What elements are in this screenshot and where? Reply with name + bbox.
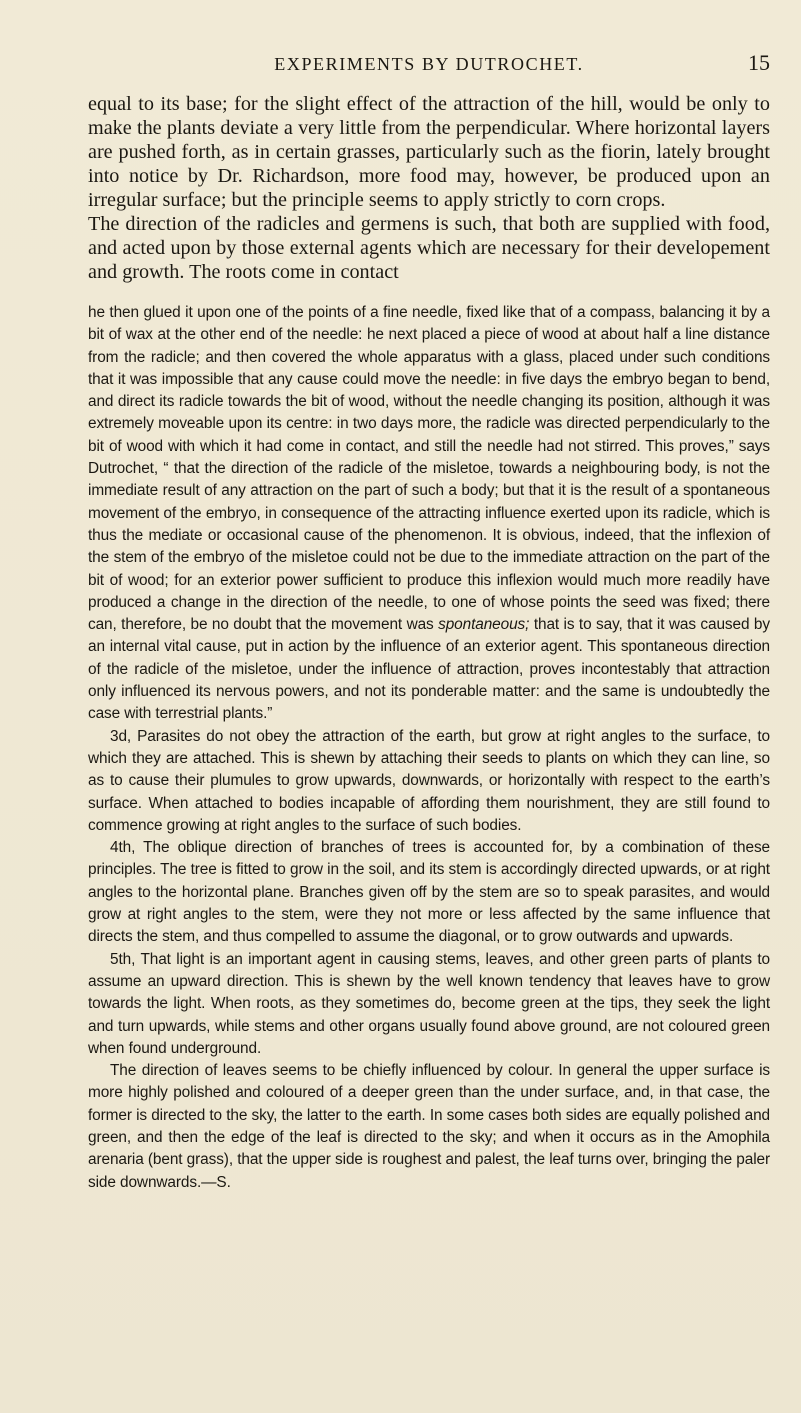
main-paragraph-1: equal to its base; for the slight effect of the attraction of the hill, would be only to make the plants deviate a very little from the perpendicular. Where horizontal layers are pushed forth, as in certain grasses, particularly such as the fiorin, lately brought into notice by Dr. Richardson, more food may, however, be produced upon an irregular surface; but the principle seems to apply strictly to corn crops.: [88, 93, 770, 211]
note-paragraph-1: [88, 302, 770, 726]
note-paragraph-4: 5th, That light is an important agent in causing stems, leaves, and other green parts of plants to assume an upward direction. This is shewn by the well known tendency that leaves have to grow towards the light. When roots, as they sometimes do, become green at the tips, they seek the light and turn upwards, while stems and other organs usually found above ground, are not coloured green when found underground.: [88, 950, 770, 1057]
note-paragraph-3: 4th, The oblique direction of branches of trees is accounted for, by a combination of these principles. The tree is fitted to grow in the soil, and its stem is accordingly directed upwards, or at right angles to the horizontal plane. Branches given off by the stem are so to speak parasites, and would grow at right angles to the stem, were they not more or less affected by the same influence that directs the stem, and thus compelled to assume the diagonal, or to grow outwards and upwards.: [88, 839, 770, 946]
main-text-block: [88, 92, 770, 284]
note-italic-word: spontaneous;: [438, 616, 530, 634]
quoted-note-block: [88, 302, 770, 1194]
running-title: EXPERIMENTS BY DUTROCHET.: [274, 54, 584, 74]
page-number: 15: [748, 50, 770, 75]
note-paragraph-1-part-b: that is to say, that it was caused by an internal vital cause, put in action by the influence of an exterior agent. This spontaneous direction of the radicle of the misletoe, under the influence of attraction, proves incontestably that attraction only influenced its nervous powers, and not its ponderable matter: and the same is undoubtedly the case with terrestrial plants.”: [88, 616, 770, 723]
note-paragraph-5: The direction of leaves seems to be chiefly influenced by colour. In general the upper surface is more highly polished and coloured of a deeper green than the under surface, and, in that case, the former is directed to the sky, the latter to the earth. In some cases both sides are equally polished and green, and then the edge of the leaf is directed to the sky; and when it occurs as in the Amophila arenaria (bent grass), that the upper side is roughest and palest, the leaf turns over, bringing the paler side downwards.—S.: [88, 1062, 770, 1191]
running-head: [88, 50, 770, 80]
note-paragraph-2: 3d, Parasites do not obey the attraction of the earth, but grow at right angles to the surface, to which they are attached. This is shewn by attaching their seeds to plants on which they can line, so as to cause their plumules to grow upwards, downwards, or horizontally with respect to the earth’s surface. When attached to bodies incapable of affording them nourishment, they are still found to commence growing at right angles to the surface of such bodies.: [88, 727, 770, 834]
note-paragraph-1-part-a: he then glued it upon one of the points of a fine needle, fixed like that of a compass, balancing it by a bit of wax at the other end of the needle: he next placed a piece of wood at about half a line distance from the radicle; and then covered the whole apparatus with a glass, placed under such conditions that it was impossible that any cause could move the needle: in five days the embryo began to bend, and direct its radicle towards the bit of wood, without the needle changing its position, although it was extremely moveable upon its centre: in two days more, the radicle was directed perpendicularly to the bit of wood with which it had come in contact, and still the needle had not stirred. This proves,” says Dutrochet, “ that the direction of the radicle of the misletoe, towards a neighbouring body, is not the immediate result of any attraction on the part of such a body; but that it is the result of a spontaneous movement of the embryo, in consequence of the attracting influence exerted upon its radicle, which is thus the mediate or occasional cause of the phenomenon. It is obvious, indeed, that the inflexion of the stem of the embryo of the misletoe could not be due to the immediate attraction on the part of the bit of wood; for an exterior power sufficient to produce this inflexion would much more readily have produced a change in the direction of the needle, to one of whose points the seed was fixed; there can, therefore, be no doubt that the movement was: [88, 304, 770, 634]
main-paragraph-2: The direction of the radicles and germens is such, that both are supplied with food, and acted upon by those external agents which are necessary for their developement and growth. The roots come in contact: [88, 213, 770, 283]
